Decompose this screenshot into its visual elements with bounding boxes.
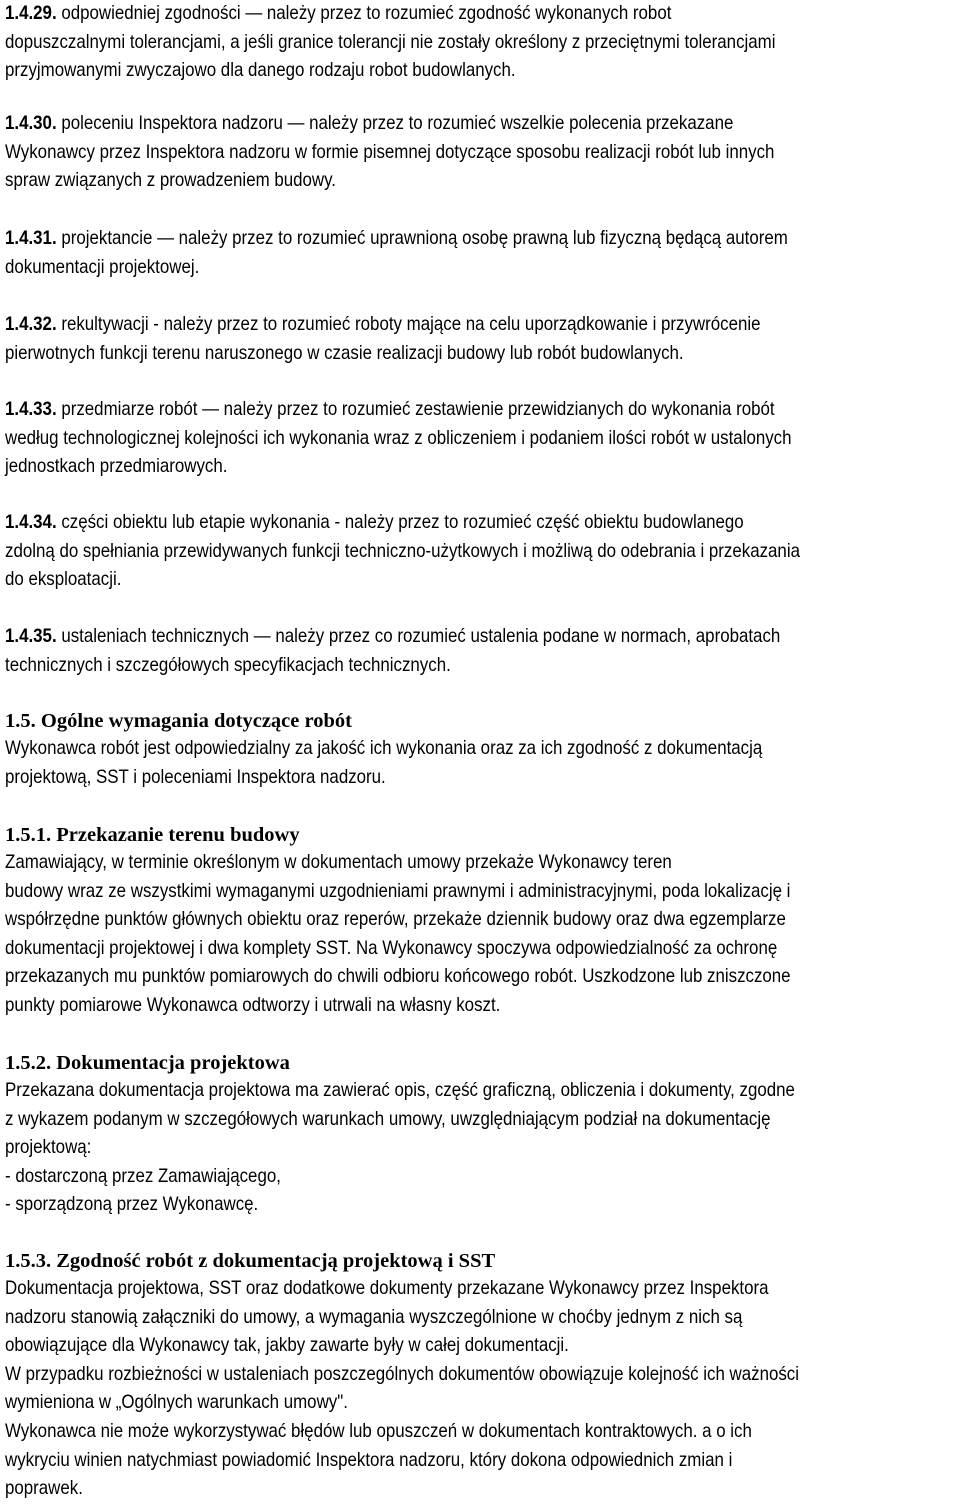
definition-text-line: dokumentacji projektowej. xyxy=(5,256,200,278)
definition-text-line: spraw związanych z prowadzeniem budowy. xyxy=(5,170,336,192)
section-text-line: Wykonawca robót jest odpowiedzialny za jakość ich wykonania oraz za ich zgodność z dokumentacją xyxy=(5,738,763,759)
section-text-line: przekazanych mu punktów pomiarowych do chwili odbioru końcowego robót. Uszkodzone lub zniszczone xyxy=(5,966,791,988)
definition-1-4-35 xyxy=(5,623,957,680)
definition-number: 1.4.35. xyxy=(5,626,57,647)
section-heading: 1.5.2. Dokumentacja projektowa xyxy=(5,1052,290,1074)
section-text-line: wykryciu winien natychmiast powiadomić Inspektora nadzoru, który dokona odpowiednich zmian i xyxy=(5,1449,733,1471)
definition-text-line: odpowiedniej zgodności — należy przez to rozumieć zgodność wykonanych robot xyxy=(56,3,672,24)
section-text-line: W przypadku rozbieżności w ustaleniach poszczególnych dokumentów obowiązuje kolejność ich ważności xyxy=(5,1363,800,1385)
section-heading: 1.5.1. Przekazanie terenu budowy xyxy=(5,824,300,846)
section-text-line: z wykazem podanym w szczegółowych warunkach umowy, uwzględniającym podział na dokumentację xyxy=(5,1108,771,1130)
definition-text-line: do eksploatacji. xyxy=(5,569,122,591)
definition-text-line: Wykonawcy przez Inspektora nadzoru w formie pisemnej dotyczące sposobu realizacji robót lub innych xyxy=(5,141,775,163)
definition-text-line: technicznych i szczegółowych specyfikacjach technicznych. xyxy=(5,654,451,676)
section-body xyxy=(5,1275,957,1504)
section-1-5 xyxy=(5,708,960,792)
definition-number: 1.4.30. xyxy=(5,113,57,134)
definition-1-4-31 xyxy=(5,225,957,282)
section-body xyxy=(5,1077,957,1220)
section-text-line: Przekazana dokumentacja projektowa ma zawierać opis, część graficzną, obliczenia i dokumenty, zgodne xyxy=(5,1080,795,1101)
definition-text-line: projektancie — należy przez to rozumieć uprawnioną osobę prawną lub fizyczną będącą autorem xyxy=(56,228,788,249)
section-text-line: Dokumentacja projektowa, SST oraz dodatkowe dokumenty przekazane Wykonawcy przez Inspektora xyxy=(5,1278,769,1299)
list-item: - sporządzoną przez Wykonawcę. xyxy=(5,1194,259,1216)
definition-text-line: poleceniu Inspektora nadzoru — należy przez to rozumieć wszelkie polecenia przekazane xyxy=(56,113,734,134)
section-1-5-2 xyxy=(5,1050,960,1220)
section-body xyxy=(5,849,957,1021)
definition-1-4-29 xyxy=(5,0,957,86)
section-1-5-1 xyxy=(5,822,960,1021)
section-heading: 1.5. Ogólne wymagania dotyczące robót xyxy=(5,710,352,732)
definition-text-line: pierwotnych funkcji terenu naruszonego w czasie realizacji budowy lub robót budowlanych. xyxy=(5,342,684,364)
list-item: - dostarczoną przez Zamawiającego, xyxy=(5,1165,281,1187)
definition-text-line: dopuszczalnymi tolerancjami, a jeśli granice tolerancji nie zostały określony z przeciętnymi tolerancjami xyxy=(5,31,776,53)
section-text-line: wymieniona w „Ogólnych warunkach umowy". xyxy=(5,1392,348,1414)
section-body xyxy=(5,735,957,792)
section-text-line: współrzędne punktów głównych obiektu oraz reperów, przekaże dziennik budowy oraz dwa egzemplarze xyxy=(5,909,786,931)
definition-1-4-32 xyxy=(5,311,957,368)
definition-number: 1.4.31. xyxy=(5,228,57,249)
definition-text-line: według technologicznej kolejności ich wykonania wraz z obliczeniem i podaniem ilości robót w ustalonych xyxy=(5,427,792,449)
definition-number: 1.4.32. xyxy=(5,314,57,335)
section-text-line: Wykonawca nie może wykorzystywać błędów lub opuszczeń w dokumentach kontraktowych. a o ich xyxy=(5,1420,752,1442)
definition-1-4-33 xyxy=(5,396,957,482)
definition-text-line: części obiektu lub etapie wykonania - należy przez to rozumieć część obiektu budowlanego xyxy=(56,512,744,533)
section-heading: 1.5.3. Zgodność robót z dokumentacją projektową i SST xyxy=(5,1250,496,1272)
section-text-line: dokumentacji projektowej i dwa komplety SST. Na Wykonawcy spoczywa odpowiedzialność za ochronę xyxy=(5,937,778,959)
definition-1-4-34 xyxy=(5,509,957,595)
definition-1-4-30 xyxy=(5,110,957,196)
definition-number: 1.4.33. xyxy=(5,399,57,420)
section-text-line: projektową: xyxy=(5,1137,92,1159)
definition-text-line: zdolną do spełniania przewidywanych funkcji techniczno-użytkowych i możliwą do odebrania i przekazania xyxy=(5,540,800,562)
definition-number: 1.4.29. xyxy=(5,3,57,24)
definition-text-line: przedmiarze robót — należy przez to rozumieć zestawienie przewidzianych do wykonania robót xyxy=(56,399,775,420)
section-text-line: obowiązujące dla Wykonawcy tak, jakby zawarte były w całej dokumentacji. xyxy=(5,1335,569,1357)
definition-text-line: jednostkach przedmiarowych. xyxy=(5,456,228,478)
definition-number: 1.4.34. xyxy=(5,512,57,533)
definition-text-line: ustaleniach technicznych — należy przez co rozumieć ustalenia podane w normach, aprobatach xyxy=(56,626,781,647)
section-text-line: projektową, SST i poleceniami Inspektora nadzoru. xyxy=(5,766,386,788)
section-text-line: punkty pomiarowe Wykonawca odtworzy i utrwali na własny koszt. xyxy=(5,994,501,1016)
definition-text-line: przyjmowanymi zwyczajowo dla danego rodzaju robot budowlanych. xyxy=(5,60,516,82)
definition-text-line: rekultywacji - należy przez to rozumieć roboty mające na celu uporządkowanie i przywrócenie xyxy=(56,314,761,335)
section-text-line: nadzoru stanowią załączniki do umowy, a wymagania wyszczególnione w choćby jednym z nich są xyxy=(5,1306,743,1328)
section-1-5-3 xyxy=(5,1248,960,1504)
section-text-line: budowy wraz ze wszystkimi wymaganymi uzgodnieniami prawnymi i administracyjnymi, poda lokalizację i xyxy=(5,880,791,902)
section-text-line: Zamawiający, w terminie określonym w dokumentach umowy przekaże Wykonawcy teren xyxy=(5,852,672,873)
section-text-line: poprawek. xyxy=(5,1478,83,1500)
